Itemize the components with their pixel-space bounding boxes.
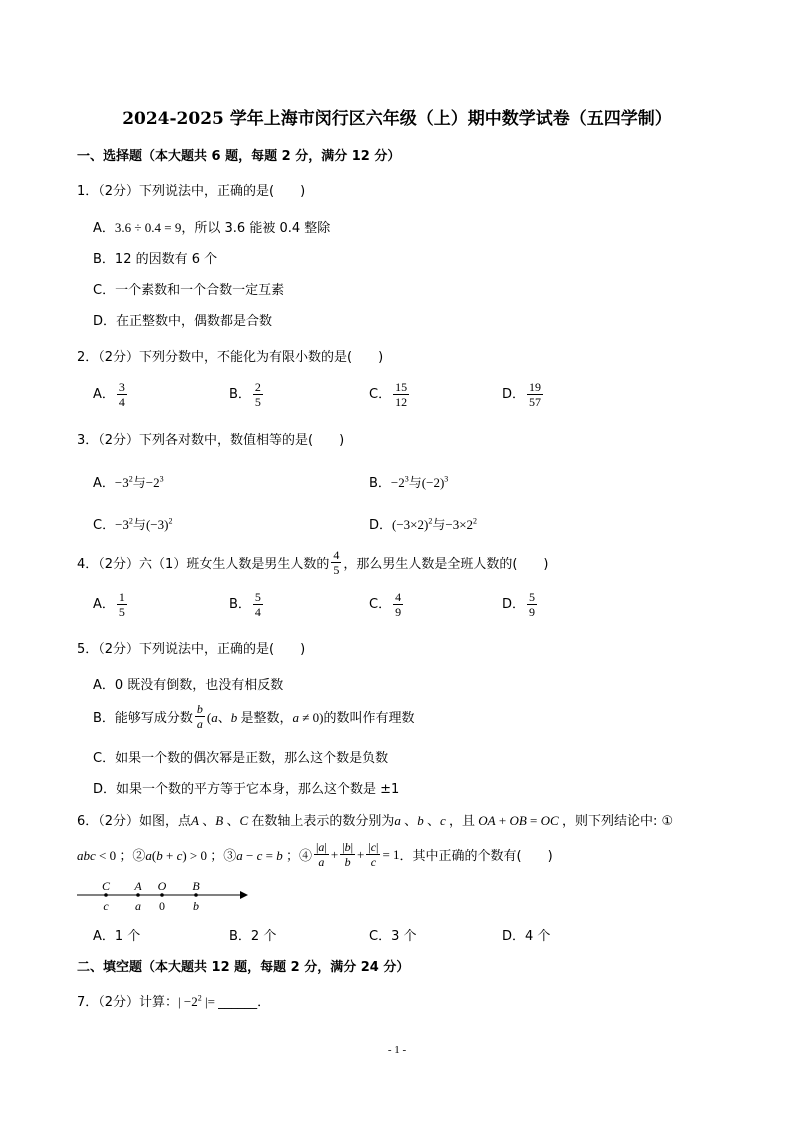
section-heading-choice: 一、选择题（本大题共 6 题，每题 2 分，满分 12 分）	[77, 149, 401, 164]
question-5-option-d: D．如果一个数的平方等于它本身，那么这个数是 ±1	[93, 782, 400, 797]
page-title: 2024-2025 学年上海市闵行区六年级（上）期中数学试卷（五四学制）	[122, 109, 672, 129]
question-5-stem: 5．（2分）下列说法中，正确的是( )	[77, 642, 306, 657]
point-o	[160, 893, 164, 897]
point-label-o: O	[157, 879, 167, 893]
question-4-option-b: B． $\frac{5}{4}$	[229, 590, 261, 619]
question-1-option-a: A．3.6 ÷ 0.4 = 9，所以 3.6 能被 0.4 整除	[93, 220, 331, 236]
question-6-option-d: D．4 个	[502, 929, 551, 944]
question-1-option-b: B．12 的因数有 6 个	[93, 252, 218, 267]
point-label-a: A	[134, 879, 142, 893]
question-2-option-a: A． $\frac{3}{4}$	[93, 380, 125, 409]
question-7-stem: 7．（2分）计算：| $-2^2$ |= ______．	[77, 993, 271, 1010]
question-5-option-a: A．0 既没有倒数，也没有相反数	[93, 678, 284, 693]
question-2-stem: 2．（2分）下列分数中，不能化为有限小数的是( )	[77, 350, 384, 365]
value-label-o: 0	[159, 899, 165, 913]
question-2-option-d: D． $\frac{19}{57}$	[502, 380, 542, 409]
question-1-stem: 1．（2分）下列说法中，正确的是( )	[77, 184, 306, 199]
question-3-option-a: A．$-3^2$与$-2^3$	[93, 474, 164, 491]
question-1-option-d: D．在正整数中，偶数都是合数	[93, 314, 273, 329]
question-6-stem-line2: abc < 0 ；②a(b + c) > 0 ；③a − c = b ；④ $\frac{|a|}{a}$ + $\frac{|b|}{b}$ + $\frac{|c|}{c}$ = 1 ．其中正确的个数有( )	[77, 840, 553, 869]
question-6-option-b: B．2 个	[229, 929, 277, 944]
value-label-b: b	[193, 899, 199, 913]
question-4-option-c: C． $\frac{4}{9}$	[369, 590, 402, 619]
question-3-option-b: B．$-2^3$与$(-2)^3$	[369, 474, 449, 491]
question-3-option-c: C．$-3^2$与$(-3)^2$	[93, 516, 173, 533]
number-line-figure	[76, 878, 251, 914]
value-label-c: c	[103, 899, 109, 913]
question-6-stem-line1: 6．（2分）如图，点A 、B 、C 在数轴上表示的数分别为a 、b 、c ，且 OA + OB = OC ，则下列结论中: ①	[77, 813, 674, 829]
question-4-option-d: D． $\frac{5}{9}$	[502, 590, 536, 619]
question-3-option-d: D．$(-3\times 2)^2$与$-3\times 2^2$	[369, 516, 478, 533]
question-4-stem: 4．（2分）六（1）班女生人数是男生人数的 $\frac{4}{5}$ ，那么男生人数是全班人数的( )	[77, 548, 549, 577]
point-c	[104, 893, 108, 897]
number-line-arrow	[240, 891, 248, 899]
question-6-option-c: C．3 个	[369, 929, 417, 944]
page-number: - 1 -	[387, 1044, 407, 1056]
point-b	[194, 893, 198, 897]
question-4-option-a: A． $\frac{1}{5}$	[93, 590, 125, 619]
point-a	[136, 893, 140, 897]
section-heading-fill: 二、填空题（本大题共 12 题，每题 2 分，满分 24 分）	[77, 960, 410, 975]
question-2-option-c: C． $\frac{15}{12}$	[369, 380, 408, 409]
point-label-b: B	[192, 879, 200, 893]
answer-blank: ______．	[218, 995, 271, 1010]
value-label-a: a	[135, 899, 141, 913]
question-3-stem: 3．（2分）下列各对数中，数值相等的是( )	[77, 433, 345, 448]
point-label-c: C	[101, 879, 111, 893]
question-1-option-c: C．一个素数和一个合数一定互素	[93, 283, 285, 298]
question-2-option-b: B． $\frac{2}{5}$	[229, 380, 261, 409]
question-5-option-c: C．如果一个数的偶次幂是正数，那么这个数是负数	[93, 751, 389, 766]
question-6-option-a: A．1 个	[93, 929, 141, 944]
question-5-option-b: B．能够写成分数 $\frac{b}{a}$ (a、b 是整数，a ≠ 0) 的数叫作有理数	[93, 702, 415, 731]
